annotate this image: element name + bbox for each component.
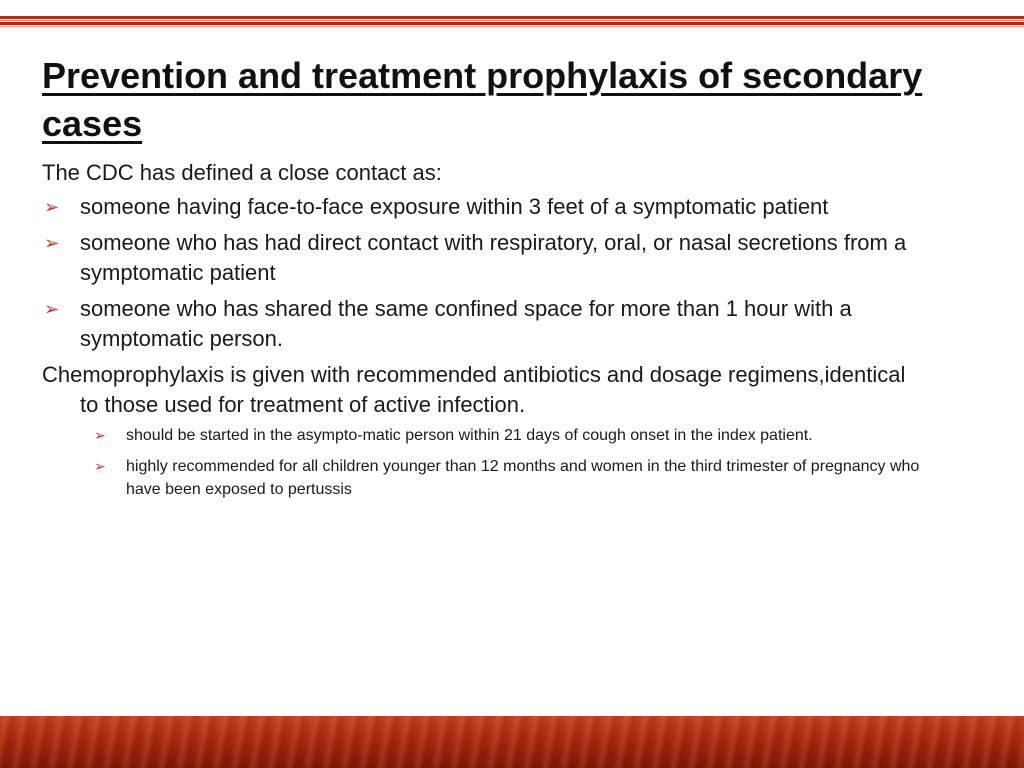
bottom-decorative-band [0,716,1024,768]
arrow-bullet-icon: ➢ [44,233,60,253]
slide-title: Prevention and treatment prophylaxis of secondary cases [42,55,923,144]
top-stripe [0,16,1024,19]
arrow-bullet-icon: ➢ [94,458,106,474]
arrow-bullet-icon: ➢ [44,299,60,319]
list-item-text: someone who has had direct contact with respiratory, oral, or nasal secretions from a symptomatic patient [80,230,907,285]
list-item-text: someone having face-to-face exposure within 3 feet of a symptomatic patient [80,194,829,219]
intro-text: The CDC has defined a close contact as: [42,160,442,185]
sub-list-item [42,424,922,447]
sub-list-item-text: highly recommended for all children younger than 12 months and women in the third trimester of pregnancy who have been exposed to pertussis [126,458,920,498]
list-item [42,228,922,288]
sub-list-item [42,455,922,501]
list-item [42,192,922,222]
list-item [42,294,922,354]
top-decorative-band [0,0,1024,28]
chemoprophylaxis-text: Chemoprophylaxis is given with recommended antibiotics and dosage regimens,identical to those used for treatment of active infection. [42,362,906,417]
top-stripe [0,26,1024,27]
sub-list-item-text: should be started in the asympto-matic person within 21 days of cough onset in the index patient. [126,427,813,444]
top-stripe [0,20,1024,21]
list-item-text: someone who has shared the same confined space for more than 1 hour with a symptomatic person. [80,296,852,351]
arrow-bullet-icon: ➢ [44,197,60,217]
arrow-bullet-icon: ➢ [94,427,106,443]
top-stripe [0,22,1024,25]
slide-body [42,158,922,509]
